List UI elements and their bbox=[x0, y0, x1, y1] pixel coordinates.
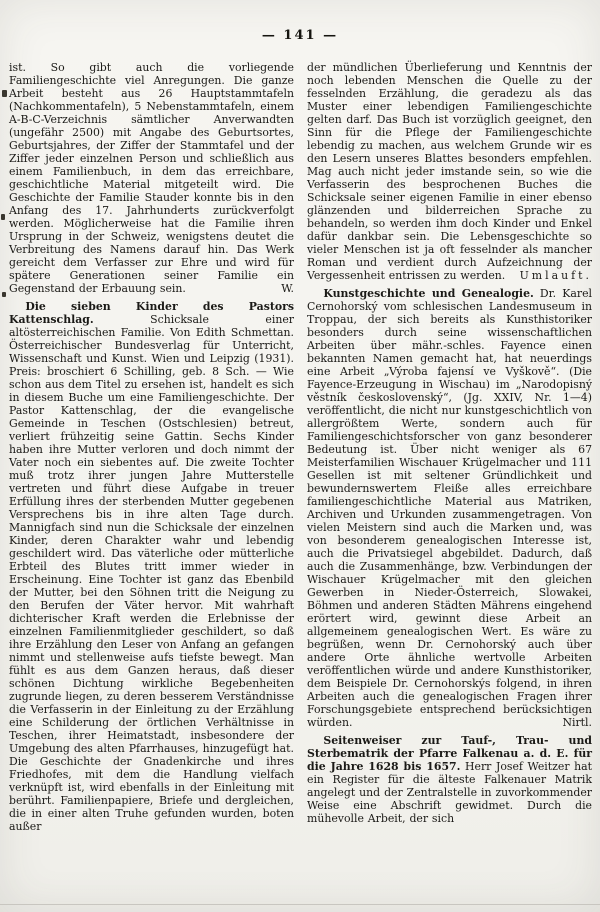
paragraph-text: der mündlichen Überlieferung und Kenntnis der noch lebenden Menschen die Quelle zu der fesselnden Erzählung, die geradezu als das Muster einer lebendigen Familiengeschichte gelten darf. Das Buch ist vorzüglich geeignet, den Sinn für die Pflege der Familiengeschichte lebendig zu machen, aus welchem Grunde wir es den Lesern unseres Blattes besonders empfehlen. Mag auch nicht jeder imstande sein, so wie die Verfasserin des besprochenen Buches die Schicksale seiner eigenen Familie in einer ebenso glänzenden und bilderreichen Sprache zu behandeln, so werden ihm doch Kinder und Enkel dafür dankbar sein. Die Lebensgeschichte so vieler Menschen ist ja oft fesselnder als mancher Roman und verdient durch Aufzeichnung der Vergessenheit entrissen zu werden. bbox=[307, 61, 592, 282]
review-kunstgeschichte-paragraph bbox=[307, 287, 592, 729]
page-edge-scan-line bbox=[0, 904, 600, 905]
review-title: Die sieben Kinder des Pastors Kattenschlag. bbox=[9, 300, 294, 326]
review-kattenschlag-paragraph bbox=[9, 300, 294, 833]
review-stauder-continuation-paragraph bbox=[9, 61, 294, 295]
reviewer-signature: Umlauft. bbox=[519, 269, 592, 282]
review-title: Seitenweiser zur Tauf-, Trau- und Sterbematrik der Pfarre Falkenau a. d. E. für die Jahre 1628 bis 1657. bbox=[307, 734, 592, 773]
paragraph-text: ist. So gibt auch die vorliegende Familiengeschichte viel Anregungen. Die ganze Arbeit besteht aus 26 Hauptstammtafeln (Nachkommentafeln), 5 Nebenstammtafeln, einem A-B-C-Verzeichnis sämtlicher Anverwandten (ungefähr 2500) mit Angabe des Geburtsortes, Geburtsjahres, der Ziffer der Stammtafel und der Ziffer jeder einzelnen Person und schließlich aus einem Familienbuch, in dem das erreichbare, geschichtliche Material mitgeteilt wird. Die Geschichte der Familie Stauder konnte bis in den Anfang des 17. Jahrhunderts zurückverfolgt werden. Möglicherweise hat die Familie ihren Ursprung in der Schweiz, wenigstens deutet die Verbreitung des Namens darauf hin. Das Werk gereicht dem Verfasser zur Ehre und wird für spätere Generationen seiner Familie ein Gegenstand der Erbauung sein. bbox=[9, 61, 294, 295]
paragraph-text: Herr Josef Weitzer hat ein Register für die älteste Falkenauer Matrik angelegt und der Zentralstelle in zuvorkommender Weise eine Abschrift gewidmet. Durch die mühevolle Arbeit, der sich bbox=[307, 760, 592, 825]
reviewer-signature: Nirtl. bbox=[562, 716, 592, 729]
scan-artifact bbox=[2, 90, 7, 97]
reviewer-signature: W. bbox=[281, 282, 294, 295]
review-seitenweiser-paragraph bbox=[307, 734, 592, 825]
paragraph-text: Dr. Karel Cernohorský vom schlesischen Landesmuseum in Troppau, der sich bereits als Kunsthistoriker besonders durch seine wissenschaftlichen Arbeiten über mähr.-schles. Fayence einen bekannten Namen gemacht hat, hat neuerdings eine Arbeit „Výroba fajensí ve Vyškově“. (Die Fayence-Erzeugung in Wischau) im „Narodopisný věstník československý“, (Jg. XXIV, Nr. 1—4) veröffentlicht, die nicht nur kunstgeschichtlich von allergrößtem Werte, sondern auch für Familiengeschichtsforscher von ganz besonderer Bedeutung ist. Über nicht weniger als 67 Meisterfamilien Wischauer Krügelmacher und 111 Gesellen ist mit seltener Gründlichkeit und bewundernswertem Fleiße alles erreichbare familiengeschichtliche Material aus Matriken, Archiven und Urkunden zusammengetragen. Von vielen Meistern sind auch die Marken und, was von besonderem genealogischen Interesse ist, auch die Privatsiegel abgebildet. Dadurch, daß auch die Zusammenhänge, bzw. Verbindungen der Wischauer Krügelmacher mit den gleichen Gewerben in Nieder-Österreich, Slowakei, Böhmen und anderen Städten Mährens eingehend erörtert wird, gewinnt diese Arbeit an allgemeinem genealogischen Wert. Es wäre zu begrüßen, wenn Dr. Cernohorský auch über andere Orte ähnliche wertvolle Arbeiten veröffentlichen würde und andere Kunsthistoriker, dem Beispiele Dr. Cernohorskýs folgend, in ihren Arbeiten auch die genealogischen Fragen ihrer Forschungsgebiete entsprechend berücksichtigen würden. bbox=[307, 287, 593, 729]
right-column bbox=[307, 61, 592, 833]
review-title: Kunstgeschichte und Genealogie. bbox=[323, 287, 534, 300]
paragraph-text: Schicksale einer altösterreichischen Familie. Von Edith Schmettan. Österreichischer Bundesverlag für Unterricht, Wissenschaft und Kunst. Wien und Leipzig (1931). Preis: broschiert 6 Schilling, geb. 8 Sch. — Wie schon aus dem Titel zu ersehen ist, handelt es sich in diesem Buche um eine Familiengeschichte. Der Pastor Kattenschlag, der die evangelische Gemeinde in Teschen (Ostschlesien) betreut, verliert frühzeitig seine Gattin. Sechs Kinder haben ihre Mutter verloren und doch nimmt der Vater noch ein siebentes auf. Die zweite Tochter muß trotz ihrer jungen Jahre Mutterstelle vertreten und führt diese Aufgabe in treuer Erfüllung ihres der sterbenden Mutter gegebenen Versprechens bis in ihre alten Tage durch. Mannigfach sind nun die Schicksale der einzelnen Kinder, deren Charakter wahr und lebendig geschildert wird. Das väterliche oder mütterliche Erbteil des Blutes tritt immer wieder in Erscheinung. Eine Tochter ist ganz das Ebenbild der Mutter, bei den Söhnen tritt die Neigung zu den Berufen der Väter hervor. Mit wahrhaft dichterischer Kraft werden die Erlebnisse der einzelnen Familienmitglieder geschildert, so daß ihre Erzählung den Leser von Anfang an gefangen nimmt und stellenweise aufs tiefste bewegt. Man fühlt es aus dem Ganzen heraus, daß dieser schönen Dichtung wirkliche Begebenheiten zugrunde liegen, zu deren besserem Verständnisse die Verfasserin in der Einleitung zu der Erzählung eine Schilderung der örtlichen Verhältnisse in Teschen, ihrer Heimatstadt, insbesondere der Umgebung des alten Pfarrhauses, hinzugefügt hat. Die Geschichte der Gnadenkirche und ihres Friedhofes, mit dem die Handlung vielfach verknüpft ist, wird ebenfalls in der Einleitung mit berührt. Familienpapiere, Briefe und dergleichen, die in einer alten Truhe gefunden wurden, boten außer bbox=[9, 313, 294, 833]
review-kattenschlag-continuation-paragraph bbox=[307, 61, 592, 282]
two-column-text-block bbox=[0, 43, 600, 833]
scan-artifact bbox=[1, 214, 5, 220]
left-column bbox=[9, 61, 294, 833]
scan-artifact bbox=[2, 292, 6, 297]
page-number: — 141 — bbox=[261, 28, 339, 43]
